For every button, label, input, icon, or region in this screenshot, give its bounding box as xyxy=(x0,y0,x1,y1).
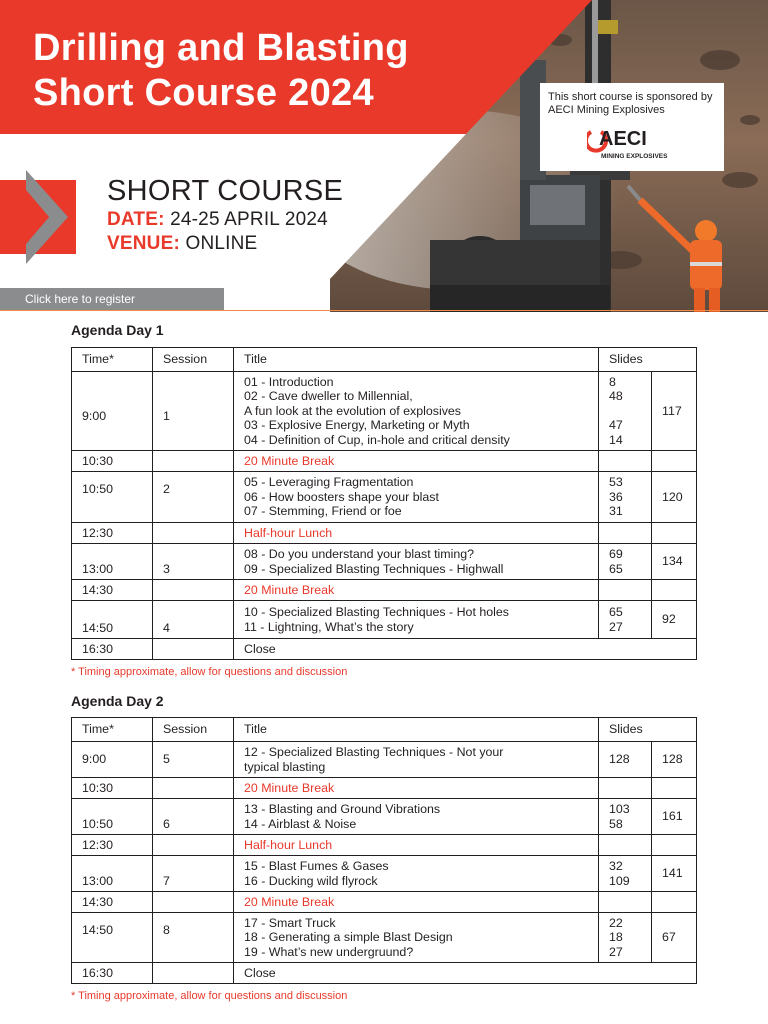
slides-cell xyxy=(599,523,652,544)
session-title: 09 - Specialized Blasting Techniques - Highwall xyxy=(244,561,504,576)
short-course-label: SHORT COURSE xyxy=(107,175,344,207)
table-header-row xyxy=(72,718,697,742)
sponsor-text: This short course is sponsored by AECI Mining Explosives xyxy=(548,91,713,116)
session-title: 03 - Explosive Energy, Marketing or Myth xyxy=(244,418,470,433)
session-row xyxy=(72,856,697,892)
slides-total-cell: 141 xyxy=(652,856,697,892)
session-cell xyxy=(153,835,234,856)
slides-cell xyxy=(599,913,652,963)
close-row xyxy=(72,963,697,984)
session-cell: 1 xyxy=(153,372,234,451)
break-label: Half-hour Lunch xyxy=(234,835,599,856)
time-cell: 13:00 xyxy=(72,544,153,580)
close-label: Close xyxy=(234,963,697,984)
session-title: 19 - What’s new undergruund? xyxy=(244,944,414,959)
slides-total-cell: 134 xyxy=(652,544,697,580)
time-cell: 14:30 xyxy=(72,580,153,601)
date-row xyxy=(107,209,328,231)
break-label: 20 Minute Break xyxy=(234,451,599,472)
slide-count: 47 xyxy=(609,418,623,433)
break-row xyxy=(72,580,697,601)
time-cell: 10:50 xyxy=(72,472,153,523)
title-cell xyxy=(234,742,599,778)
header-banner xyxy=(0,0,768,312)
slides-total-cell xyxy=(652,835,697,856)
time-cell: 16:30 xyxy=(72,639,153,660)
time-cell: 9:00 xyxy=(72,742,153,778)
logo-subtext: MINING EXPLOSIVES xyxy=(601,153,668,160)
title-header: Title xyxy=(234,348,599,372)
session-title: 11 - Lightning, What’s the story xyxy=(244,619,414,634)
break-row xyxy=(72,835,697,856)
course-title-line-1: Drilling and Blasting xyxy=(33,27,409,69)
timing-footnote-day1: * Timing approximate, allow for questions and discussion xyxy=(71,666,348,678)
session-row xyxy=(72,913,697,963)
header-divider xyxy=(0,310,768,311)
slides-cell xyxy=(599,580,652,601)
session-cell: 4 xyxy=(153,601,234,639)
slide-count: 53 xyxy=(609,475,623,490)
time-header: Time* xyxy=(72,718,153,742)
session-cell xyxy=(153,523,234,544)
slide-count: 69 xyxy=(609,547,623,561)
slides-total-cell: 92 xyxy=(652,601,697,639)
slide-count: 128 xyxy=(609,752,630,767)
session-row xyxy=(72,544,697,580)
slide-count: 8 xyxy=(609,374,616,389)
time-header: Time* xyxy=(72,348,153,372)
session-title: A fun look at the evolution of explosives xyxy=(244,403,461,418)
session-cell xyxy=(153,580,234,601)
title-cell xyxy=(234,856,599,892)
session-cell: 7 xyxy=(153,856,234,892)
session-title: 07 - Stemming, Friend or foe xyxy=(244,504,402,519)
session-cell: 5 xyxy=(153,742,234,778)
slide-count: 65 xyxy=(609,561,623,576)
course-title-line-2: Short Course 2024 xyxy=(33,72,374,114)
session-cell: 3 xyxy=(153,544,234,580)
session-title: 10 - Specialized Blasting Techniques - Hot holes xyxy=(244,605,509,619)
register-link[interactable]: Click here to register xyxy=(0,288,224,310)
session-row xyxy=(72,472,697,523)
session-cell: 2 xyxy=(153,472,234,523)
slide-count: 22 xyxy=(609,915,623,930)
venue-key: VENUE: xyxy=(107,233,180,254)
slides-total-cell: 128 xyxy=(652,742,697,778)
title-cell xyxy=(234,544,599,580)
break-row xyxy=(72,778,697,799)
agenda-day2-table xyxy=(71,717,697,984)
slide-count: 14 xyxy=(609,432,623,447)
break-row xyxy=(72,451,697,472)
slide-count: 58 xyxy=(609,816,623,831)
venue-row xyxy=(107,233,257,255)
slide-count: 65 xyxy=(609,605,623,619)
session-cell xyxy=(153,892,234,913)
chevron-arrow-icon xyxy=(0,170,80,264)
slide-count: 27 xyxy=(609,944,623,959)
session-title: 06 - How boosters shape your blast xyxy=(244,489,439,504)
slides-cell xyxy=(599,451,652,472)
slides-total-cell: 120 xyxy=(652,472,697,523)
session-title: typical blasting xyxy=(244,759,326,774)
session-title: 13 - Blasting and Ground Vibrations xyxy=(244,802,441,816)
slide-count: 32 xyxy=(609,859,623,873)
time-cell: 16:30 xyxy=(72,963,153,984)
session-row xyxy=(72,601,697,639)
slide-count: 103 xyxy=(609,802,630,816)
slides-total-cell xyxy=(652,451,697,472)
session-title: 01 - Introduction xyxy=(244,374,334,389)
timing-footnote-day2: * Timing approximate, allow for questions and discussion xyxy=(71,990,348,1002)
time-cell: 9:00 xyxy=(72,372,153,451)
slides-total-cell: 67 xyxy=(652,913,697,963)
date-value: 24-25 APRIL 2024 xyxy=(170,209,328,230)
time-cell: 10:30 xyxy=(72,451,153,472)
session-title: 02 - Cave dweller to Millennial, xyxy=(244,389,413,404)
slides-cell xyxy=(599,778,652,799)
title-cell xyxy=(234,913,599,963)
slides-header: Slides xyxy=(599,718,697,742)
logo-wordmark: AECI xyxy=(599,128,647,150)
close-label: Close xyxy=(234,639,697,660)
session-title: 15 - Blast Fumes & Gases xyxy=(244,859,389,873)
break-label: Half-hour Lunch xyxy=(234,523,599,544)
aeci-logo xyxy=(587,126,679,162)
title-cell xyxy=(234,372,599,451)
slides-total-cell xyxy=(652,892,697,913)
time-cell: 14:50 xyxy=(72,913,153,963)
agenda-day1-table xyxy=(71,347,697,660)
session-cell xyxy=(153,963,234,984)
break-label: 20 Minute Break xyxy=(234,778,599,799)
slides-cell xyxy=(599,601,652,639)
title-cell xyxy=(234,799,599,835)
session-header: Session xyxy=(153,718,234,742)
slides-cell xyxy=(599,835,652,856)
slide-count: 36 xyxy=(609,489,623,504)
time-cell: 12:30 xyxy=(72,523,153,544)
slides-total-cell: 161 xyxy=(652,799,697,835)
slide-count: 109 xyxy=(609,873,630,888)
slide-count: 48 xyxy=(609,389,623,404)
session-title: 05 - Leveraging Fragmentation xyxy=(244,475,414,490)
slides-cell xyxy=(599,472,652,523)
time-cell: 14:30 xyxy=(72,892,153,913)
session-cell xyxy=(153,451,234,472)
slides-total-cell xyxy=(652,778,697,799)
sponsor-box xyxy=(540,83,724,171)
slides-total-cell xyxy=(652,523,697,544)
date-key: DATE: xyxy=(107,209,165,230)
break-row xyxy=(72,892,697,913)
title-cell xyxy=(234,601,599,639)
slides-cell xyxy=(599,372,652,451)
session-title: 08 - Do you understand your blast timing? xyxy=(244,547,475,561)
session-row xyxy=(72,799,697,835)
session-cell xyxy=(153,639,234,660)
slides-cell xyxy=(599,892,652,913)
slide-count: 18 xyxy=(609,930,623,945)
session-row xyxy=(72,742,697,778)
time-cell: 10:50 xyxy=(72,799,153,835)
session-cell: 6 xyxy=(153,799,234,835)
session-title: 14 - Airblast & Noise xyxy=(244,816,357,831)
time-cell: 14:50 xyxy=(72,601,153,639)
session-title: 16 - Ducking wild flyrock xyxy=(244,873,378,888)
break-row xyxy=(72,523,697,544)
time-cell: 10:30 xyxy=(72,778,153,799)
agenda-day2-heading: Agenda Day 2 xyxy=(71,693,164,709)
table-header-row xyxy=(72,348,697,372)
venue-value: ONLINE xyxy=(185,233,258,254)
slides-cell xyxy=(599,544,652,580)
session-title: 18 - Generating a simple Blast Design xyxy=(244,930,453,945)
session-cell: 8 xyxy=(153,913,234,963)
title-cell xyxy=(234,472,599,523)
slide-count: 27 xyxy=(609,619,623,634)
time-cell: 13:00 xyxy=(72,856,153,892)
time-cell: 12:30 xyxy=(72,835,153,856)
title-header: Title xyxy=(234,718,599,742)
slides-total-cell xyxy=(652,580,697,601)
slides-cell xyxy=(599,799,652,835)
break-label: 20 Minute Break xyxy=(234,580,599,601)
break-label: 20 Minute Break xyxy=(234,892,599,913)
session-title: 12 - Specialized Blasting Techniques - Not your xyxy=(244,745,504,759)
agenda-day1-heading: Agenda Day 1 xyxy=(71,322,164,338)
session-cell xyxy=(153,778,234,799)
slides-header: Slides xyxy=(599,348,697,372)
slide-count xyxy=(609,404,641,419)
session-title: 17 - Smart Truck xyxy=(244,915,336,930)
session-row xyxy=(72,372,697,451)
close-row xyxy=(72,639,697,660)
slides-total-cell: 117 xyxy=(652,372,697,451)
slides-cell xyxy=(599,742,652,778)
slide-count: 31 xyxy=(609,504,623,519)
slides-cell xyxy=(599,856,652,892)
session-header: Session xyxy=(153,348,234,372)
session-title: 04 - Definition of Cup, in-hole and critical density xyxy=(244,432,510,447)
